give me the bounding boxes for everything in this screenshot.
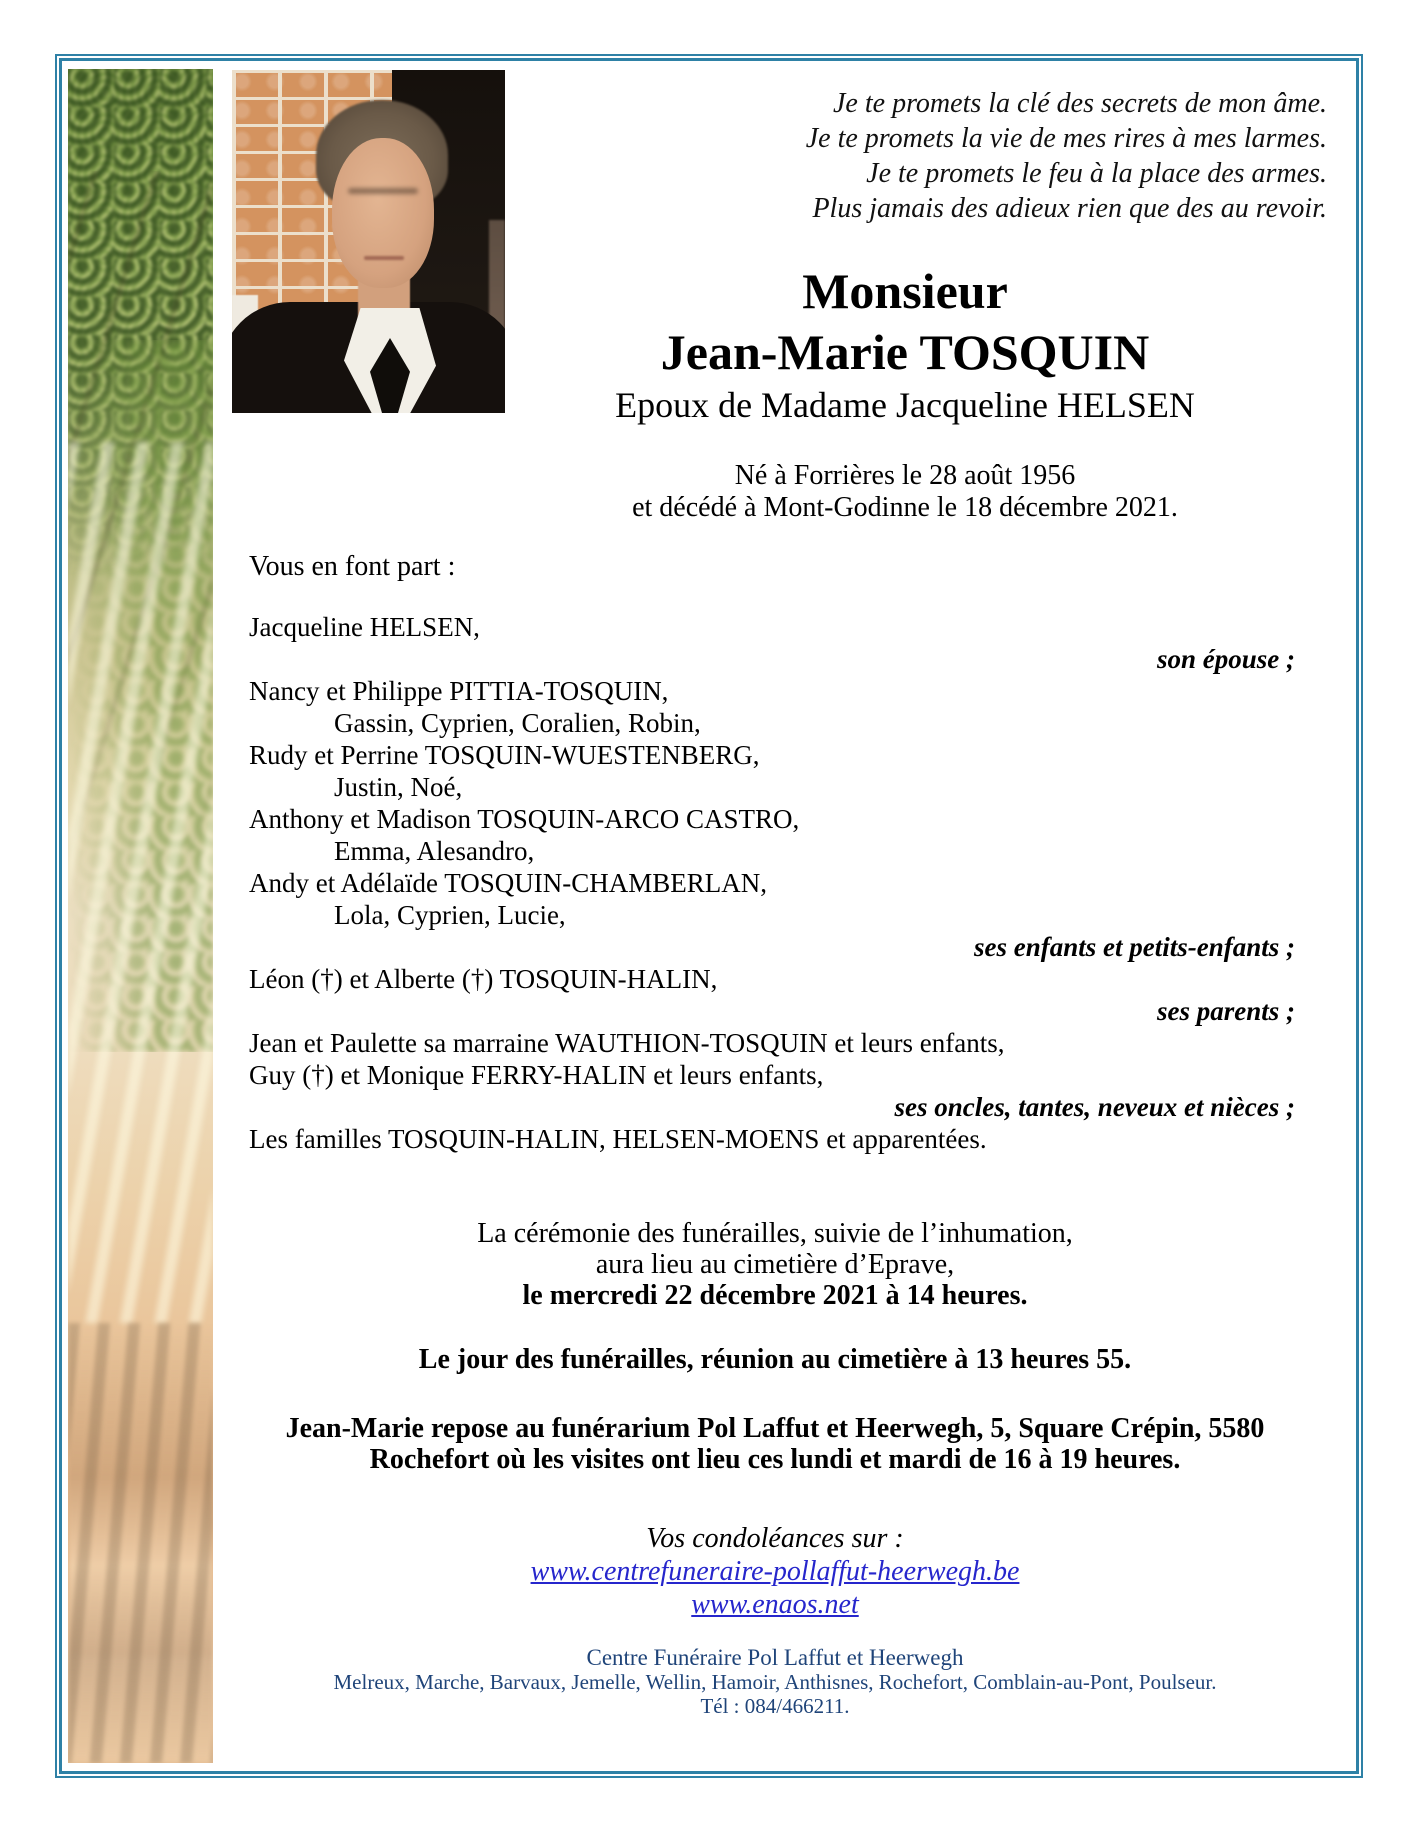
relation-label: ses oncles, tantes, neveux et nièces ; <box>894 1092 1295 1122</box>
sun-rays-texture <box>68 442 213 1323</box>
meeting-details: Le jour des funérailles, réunion au cimetière à 13 heures 55. <box>418 1344 1132 1375</box>
deceased-name: Jean-Marie TOSQUIN <box>660 324 1150 380</box>
ceremony-line: La cérémonie des funérailles, suivie de l’inhumation, <box>477 1218 1073 1249</box>
family-entry: Anthony et Madison TOSQUIN-ARCO CASTRO, <box>249 804 800 834</box>
relation-label: ses parents ; <box>1156 996 1295 1026</box>
funeral-home-website-link[interactable]: www.centrefuneraire-pollaffut-heerwegh.be <box>530 1556 1020 1587</box>
announcement-intro: Vous en font part : <box>249 551 456 582</box>
family-entry: Andy et Adélaïde TOSQUIN-CHAMBERLAN, <box>249 868 767 898</box>
grandchildren-entry: Lola, Cyprien, Lucie, <box>334 900 566 930</box>
repose-line: Rochefort où les visites ont lieu ces lundi et mardi de 16 à 19 heures. <box>369 1444 1181 1475</box>
deceased-portrait-photo <box>232 70 505 413</box>
poem-line: Je te promets le feu à la place des armes. <box>866 158 1327 189</box>
poem-line: Je te promets la vie de mes rires à mes larmes. <box>805 123 1327 154</box>
grandchildren-entry: Emma, Alesandro, <box>334 836 535 866</box>
title-monsieur: Monsieur <box>802 263 1008 319</box>
relation-label: son épouse ; <box>1156 644 1295 674</box>
family-entry: Jean et Paulette sa marraine WAUTHION-TOSQUIN et leurs enfants, <box>249 1028 1005 1058</box>
condolences-block <box>215 1522 1335 1621</box>
family-entry: Rudy et Perrine TOSQUIN-WUESTENBERG, <box>249 740 760 770</box>
poem-line: Je te promets la clé des secrets de mon âme. <box>833 88 1327 119</box>
family-list <box>249 611 1295 1155</box>
grandchildren-entry: Gassin, Cyprien, Coralien, Robin, <box>334 708 701 738</box>
repose-details <box>215 1413 1335 1475</box>
funeral-home-locations: Melreux, Marche, Barvaux, Jemelle, Wellin, Hamoir, Anthisnes, Rochefort, Comblain-au-Pont, Poulseur. <box>333 1670 1217 1694</box>
repose-line: Jean-Marie repose au funérarium Pol Laffut et Heerwegh, 5, Square Crépin, 5580 <box>285 1413 1265 1444</box>
family-entry: Les familles TOSQUIN-HALIN, HELSEN-MOENS et apparentées. <box>249 1124 987 1154</box>
ceremony-details <box>215 1218 1335 1311</box>
relation-label: ses enfants et petits-enfants ; <box>974 932 1295 962</box>
condolences-label: Vos condoléances sur : <box>646 1523 904 1554</box>
grandchildren-entry: Justin, Noé, <box>334 772 463 802</box>
spouse-subtitle: Epoux de Madame Jacqueline HELSEN <box>615 385 1195 425</box>
enaos-website-link[interactable]: www.enaos.net <box>691 1589 859 1620</box>
funeral-home-phone: Tél : 084/466211. <box>700 1694 850 1718</box>
face <box>332 138 434 288</box>
forest-path-photo <box>68 69 213 1763</box>
death-line: et décédé à Mont-Godinne le 18 décembre 2021. <box>632 492 1178 523</box>
family-entry: Nancy et Philippe PITTIA-TOSQUIN, <box>249 676 669 706</box>
ceremony-line: aura lieu au cimetière d’Eprave, <box>595 1249 955 1280</box>
funeral-home-name: Centre Funéraire Pol Laffut et Heerwegh <box>586 1645 964 1670</box>
title-block <box>490 260 1320 428</box>
family-entry: Léon (†) et Alberte (†) TOSQUIN-HALIN, <box>249 964 718 994</box>
ceremony-date: le mercredi 22 décembre 2021 à 14 heures. <box>522 1280 1028 1311</box>
path-texture <box>68 1323 213 1763</box>
family-entry: Jacqueline HELSEN, <box>249 612 480 642</box>
poem <box>627 86 1327 226</box>
family-entry: Guy (†) et Monique FERRY-HALIN et leurs enfants, <box>249 1060 824 1090</box>
poem-line: Plus jamais des adieux rien que des au revoir. <box>812 193 1327 224</box>
funeral-home-footer <box>215 1646 1335 1718</box>
birth-death-dates <box>490 460 1320 524</box>
birth-line: Né à Forrières le 28 août 1956 <box>734 460 1076 491</box>
